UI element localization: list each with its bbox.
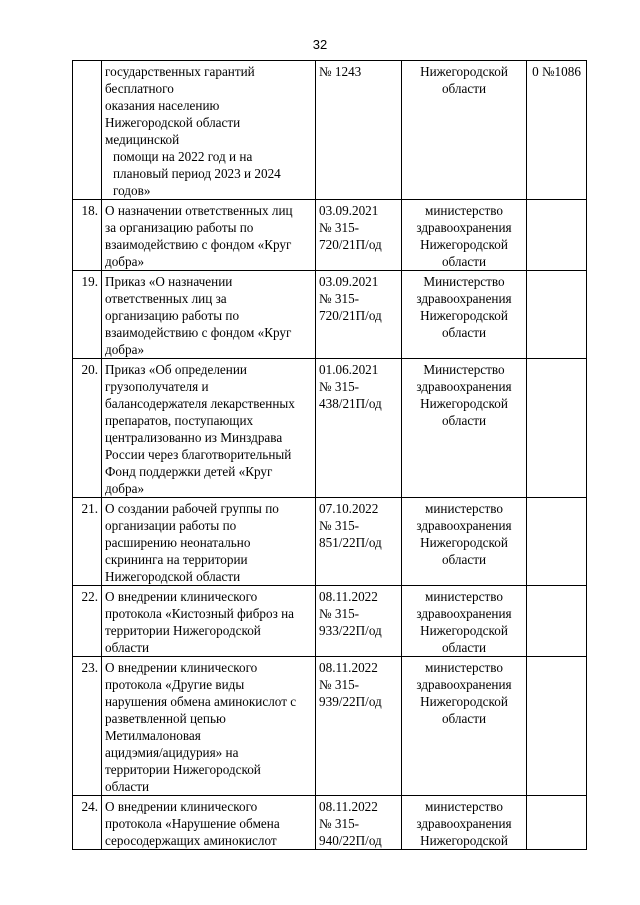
date-line: № 315- bbox=[319, 606, 360, 621]
org-line: Нижегородской bbox=[420, 623, 508, 638]
date-line: № 315- bbox=[319, 518, 360, 533]
row-number-cell bbox=[73, 61, 102, 200]
org-line: здравоохранения bbox=[416, 518, 512, 533]
date-line: 08.11.2022 bbox=[319, 660, 378, 675]
document-date-number-cell bbox=[316, 796, 402, 850]
org-line: Министерство bbox=[423, 274, 505, 289]
row-number-cell bbox=[73, 796, 102, 850]
table-row bbox=[73, 200, 587, 271]
document-date-number-cell bbox=[316, 200, 402, 271]
org-line: Нижегородской bbox=[420, 535, 508, 550]
row-number: 24. bbox=[81, 799, 98, 814]
row-number-cell bbox=[73, 498, 102, 586]
documents-table bbox=[72, 60, 587, 850]
name-line: О внедрении клинического bbox=[105, 589, 258, 604]
date-line: 720/21П/од bbox=[319, 237, 382, 252]
issuing-authority-cell bbox=[402, 657, 527, 796]
date-line: 438/21П/од bbox=[319, 396, 382, 411]
row-number: 22. bbox=[81, 589, 98, 604]
org-line: Нижегородской bbox=[420, 694, 508, 709]
date-line: 07.10.2022 bbox=[319, 501, 379, 516]
note-cell bbox=[527, 61, 587, 200]
document-title-cell bbox=[102, 796, 316, 850]
name-line: централизованно из Минздрава bbox=[105, 430, 283, 445]
name-line: О создании рабочей группы по bbox=[105, 501, 279, 516]
org-line: Нижегородской bbox=[420, 833, 508, 848]
issuing-authority-cell bbox=[402, 359, 527, 498]
date-line: 08.11.2022 bbox=[319, 799, 378, 814]
document-title-cell bbox=[102, 200, 316, 271]
document-date-number-cell bbox=[316, 498, 402, 586]
row-number-cell bbox=[73, 359, 102, 498]
org-line: области bbox=[441, 552, 487, 567]
document-title-cell bbox=[102, 657, 316, 796]
issuing-authority-cell bbox=[402, 498, 527, 586]
name-line: добра» bbox=[105, 342, 145, 357]
document-title-cell bbox=[102, 61, 316, 200]
org-line: области bbox=[441, 254, 487, 269]
date-line: № 315- bbox=[319, 220, 360, 235]
document-title-cell bbox=[102, 586, 316, 657]
documents-table-body bbox=[73, 61, 587, 850]
row-number-cell bbox=[73, 657, 102, 796]
date-line: № 315- bbox=[319, 816, 360, 831]
org-line: Нижегородской bbox=[420, 396, 508, 411]
row-number: 21. bbox=[81, 501, 98, 516]
name-line: скрининга на территории bbox=[105, 552, 248, 567]
name-line: за организацию работы по bbox=[105, 220, 254, 235]
page-number: 32 bbox=[312, 37, 328, 52]
org-line: министерство bbox=[425, 660, 503, 675]
name-line: добра» bbox=[105, 254, 145, 269]
name-line: территории Нижегородской bbox=[105, 762, 261, 777]
note-cell bbox=[527, 796, 587, 850]
name-line: О внедрении клинического bbox=[105, 799, 258, 814]
org-line: здравоохранения bbox=[416, 291, 512, 306]
name-line: серосодержащих аминокислот bbox=[105, 833, 277, 848]
name-line: Приказ «О назначении bbox=[105, 274, 233, 289]
date-line: № 1243 bbox=[319, 64, 362, 79]
name-line: протокола «Кистозный фиброз на bbox=[105, 606, 295, 621]
name-line: Фонд поддержки детей «Круг bbox=[105, 464, 273, 479]
org-line: Нижегородской bbox=[420, 308, 508, 323]
row-number: 19. bbox=[81, 274, 98, 289]
name-line: протокола «Нарушение обмена bbox=[105, 816, 280, 831]
name-line: Нижегородской области bbox=[105, 569, 241, 584]
org-line: области bbox=[441, 413, 487, 428]
date-line: 720/21П/од bbox=[319, 308, 382, 323]
date-line: 03.09.2021 bbox=[319, 274, 379, 289]
table-row bbox=[73, 796, 587, 850]
name-line: бесплатного bbox=[105, 81, 174, 96]
table-row bbox=[73, 657, 587, 796]
row-number-cell bbox=[73, 586, 102, 657]
org-line: области bbox=[441, 711, 487, 726]
org-line: Нижегородской bbox=[420, 64, 508, 79]
org-line: министерство bbox=[425, 589, 503, 604]
name-line: государственных гарантий bbox=[105, 64, 255, 79]
note-cell bbox=[527, 200, 587, 271]
document-date-number-cell bbox=[316, 271, 402, 359]
name-line: расширению неонатально bbox=[105, 535, 251, 550]
name-line: добра» bbox=[105, 481, 145, 496]
name-line: организацию работы по bbox=[105, 308, 240, 323]
date-line: № 315- bbox=[319, 379, 360, 394]
org-line: Министерство bbox=[423, 362, 505, 377]
org-line: здравоохранения bbox=[416, 816, 512, 831]
org-line: здравоохранения bbox=[416, 220, 512, 235]
note-cell bbox=[527, 586, 587, 657]
table-row bbox=[73, 61, 587, 200]
org-line: министерство bbox=[425, 501, 503, 516]
name-line: О назначении ответственных лиц bbox=[105, 203, 293, 218]
issuing-authority-cell bbox=[402, 200, 527, 271]
name-line: территории Нижегородской bbox=[105, 623, 261, 638]
document-title-cell bbox=[102, 359, 316, 498]
name-line: области bbox=[105, 779, 150, 794]
row-number: 20. bbox=[81, 362, 98, 377]
org-line: здравоохранения bbox=[416, 677, 512, 692]
issuing-authority-cell bbox=[402, 796, 527, 850]
document-title-cell bbox=[102, 271, 316, 359]
name-line: разветвленной цепью bbox=[105, 711, 226, 726]
name-line: О внедрении клинического bbox=[105, 660, 258, 675]
name-line: взаимодействию с фондом «Круг bbox=[105, 237, 292, 252]
org-line: здравоохранения bbox=[416, 606, 512, 621]
document-date-number-cell bbox=[316, 586, 402, 657]
note-cell bbox=[527, 359, 587, 498]
org-line: области bbox=[441, 640, 487, 655]
name-line: помощи на 2022 год и на bbox=[113, 149, 253, 164]
name-line: Приказ «Об определении bbox=[105, 362, 247, 377]
name-line: Нижегородской области bbox=[105, 115, 241, 130]
name-line: грузополучателя и bbox=[105, 379, 209, 394]
name-line: ответственных лиц за bbox=[105, 291, 227, 306]
name-line: нарушения обмена аминокислот с bbox=[105, 694, 297, 709]
org-line: здравоохранения bbox=[416, 379, 512, 394]
issuing-authority-cell bbox=[402, 61, 527, 200]
org-line: министерство bbox=[425, 799, 503, 814]
org-line: Нижегородской bbox=[420, 237, 508, 252]
date-line: № 315- bbox=[319, 291, 360, 306]
name-line: Метилмалоновая bbox=[105, 728, 201, 743]
row-number-cell bbox=[73, 200, 102, 271]
table-row bbox=[73, 271, 587, 359]
table-row bbox=[73, 498, 587, 586]
name-line: балансодержателя лекарственных bbox=[105, 396, 295, 411]
issuing-authority-cell bbox=[402, 271, 527, 359]
name-line: протокола «Другие виды bbox=[105, 677, 245, 692]
name-line: оказания населению bbox=[105, 98, 220, 113]
note-cell bbox=[527, 657, 587, 796]
issuing-authority-cell bbox=[402, 586, 527, 657]
org-line: министерство bbox=[425, 203, 503, 218]
name-line: организации работы по bbox=[105, 518, 237, 533]
row-number-cell bbox=[73, 271, 102, 359]
org-line: области bbox=[441, 81, 487, 96]
name-line: области bbox=[105, 640, 150, 655]
date-line: 939/22П/од bbox=[319, 694, 382, 709]
table-row bbox=[73, 586, 587, 657]
date-line: 851/22П/од bbox=[319, 535, 382, 550]
org-line: области bbox=[441, 325, 487, 340]
name-line: годов» bbox=[113, 183, 151, 198]
note-cell bbox=[527, 498, 587, 586]
name-line: России через благотворительный bbox=[105, 447, 292, 462]
document-title-cell bbox=[102, 498, 316, 586]
name-line: взаимодействию с фондом «Круг bbox=[105, 325, 292, 340]
name-line: ацидэмия/ацидурия» на bbox=[105, 745, 239, 760]
date-line: № 315- bbox=[319, 677, 360, 692]
name-line: медицинской bbox=[105, 132, 180, 147]
document-date-number-cell bbox=[316, 657, 402, 796]
note-cell bbox=[527, 271, 587, 359]
date-line: 08.11.2022 bbox=[319, 589, 378, 604]
note-text: 0 №1086 bbox=[532, 64, 581, 79]
document-date-number-cell bbox=[316, 359, 402, 498]
row-number: 23. bbox=[81, 660, 98, 675]
document-date-number-cell bbox=[316, 61, 402, 200]
date-line: 01.06.2021 bbox=[319, 362, 379, 377]
date-line: 933/22П/од bbox=[319, 623, 382, 638]
row-number: 18. bbox=[81, 203, 98, 218]
name-line: плановый период 2023 и 2024 bbox=[113, 166, 281, 181]
date-line: 940/22П/од bbox=[319, 833, 382, 848]
name-line: препаратов, поступающих bbox=[105, 413, 254, 428]
date-line: 03.09.2021 bbox=[319, 203, 379, 218]
table-row bbox=[73, 359, 587, 498]
